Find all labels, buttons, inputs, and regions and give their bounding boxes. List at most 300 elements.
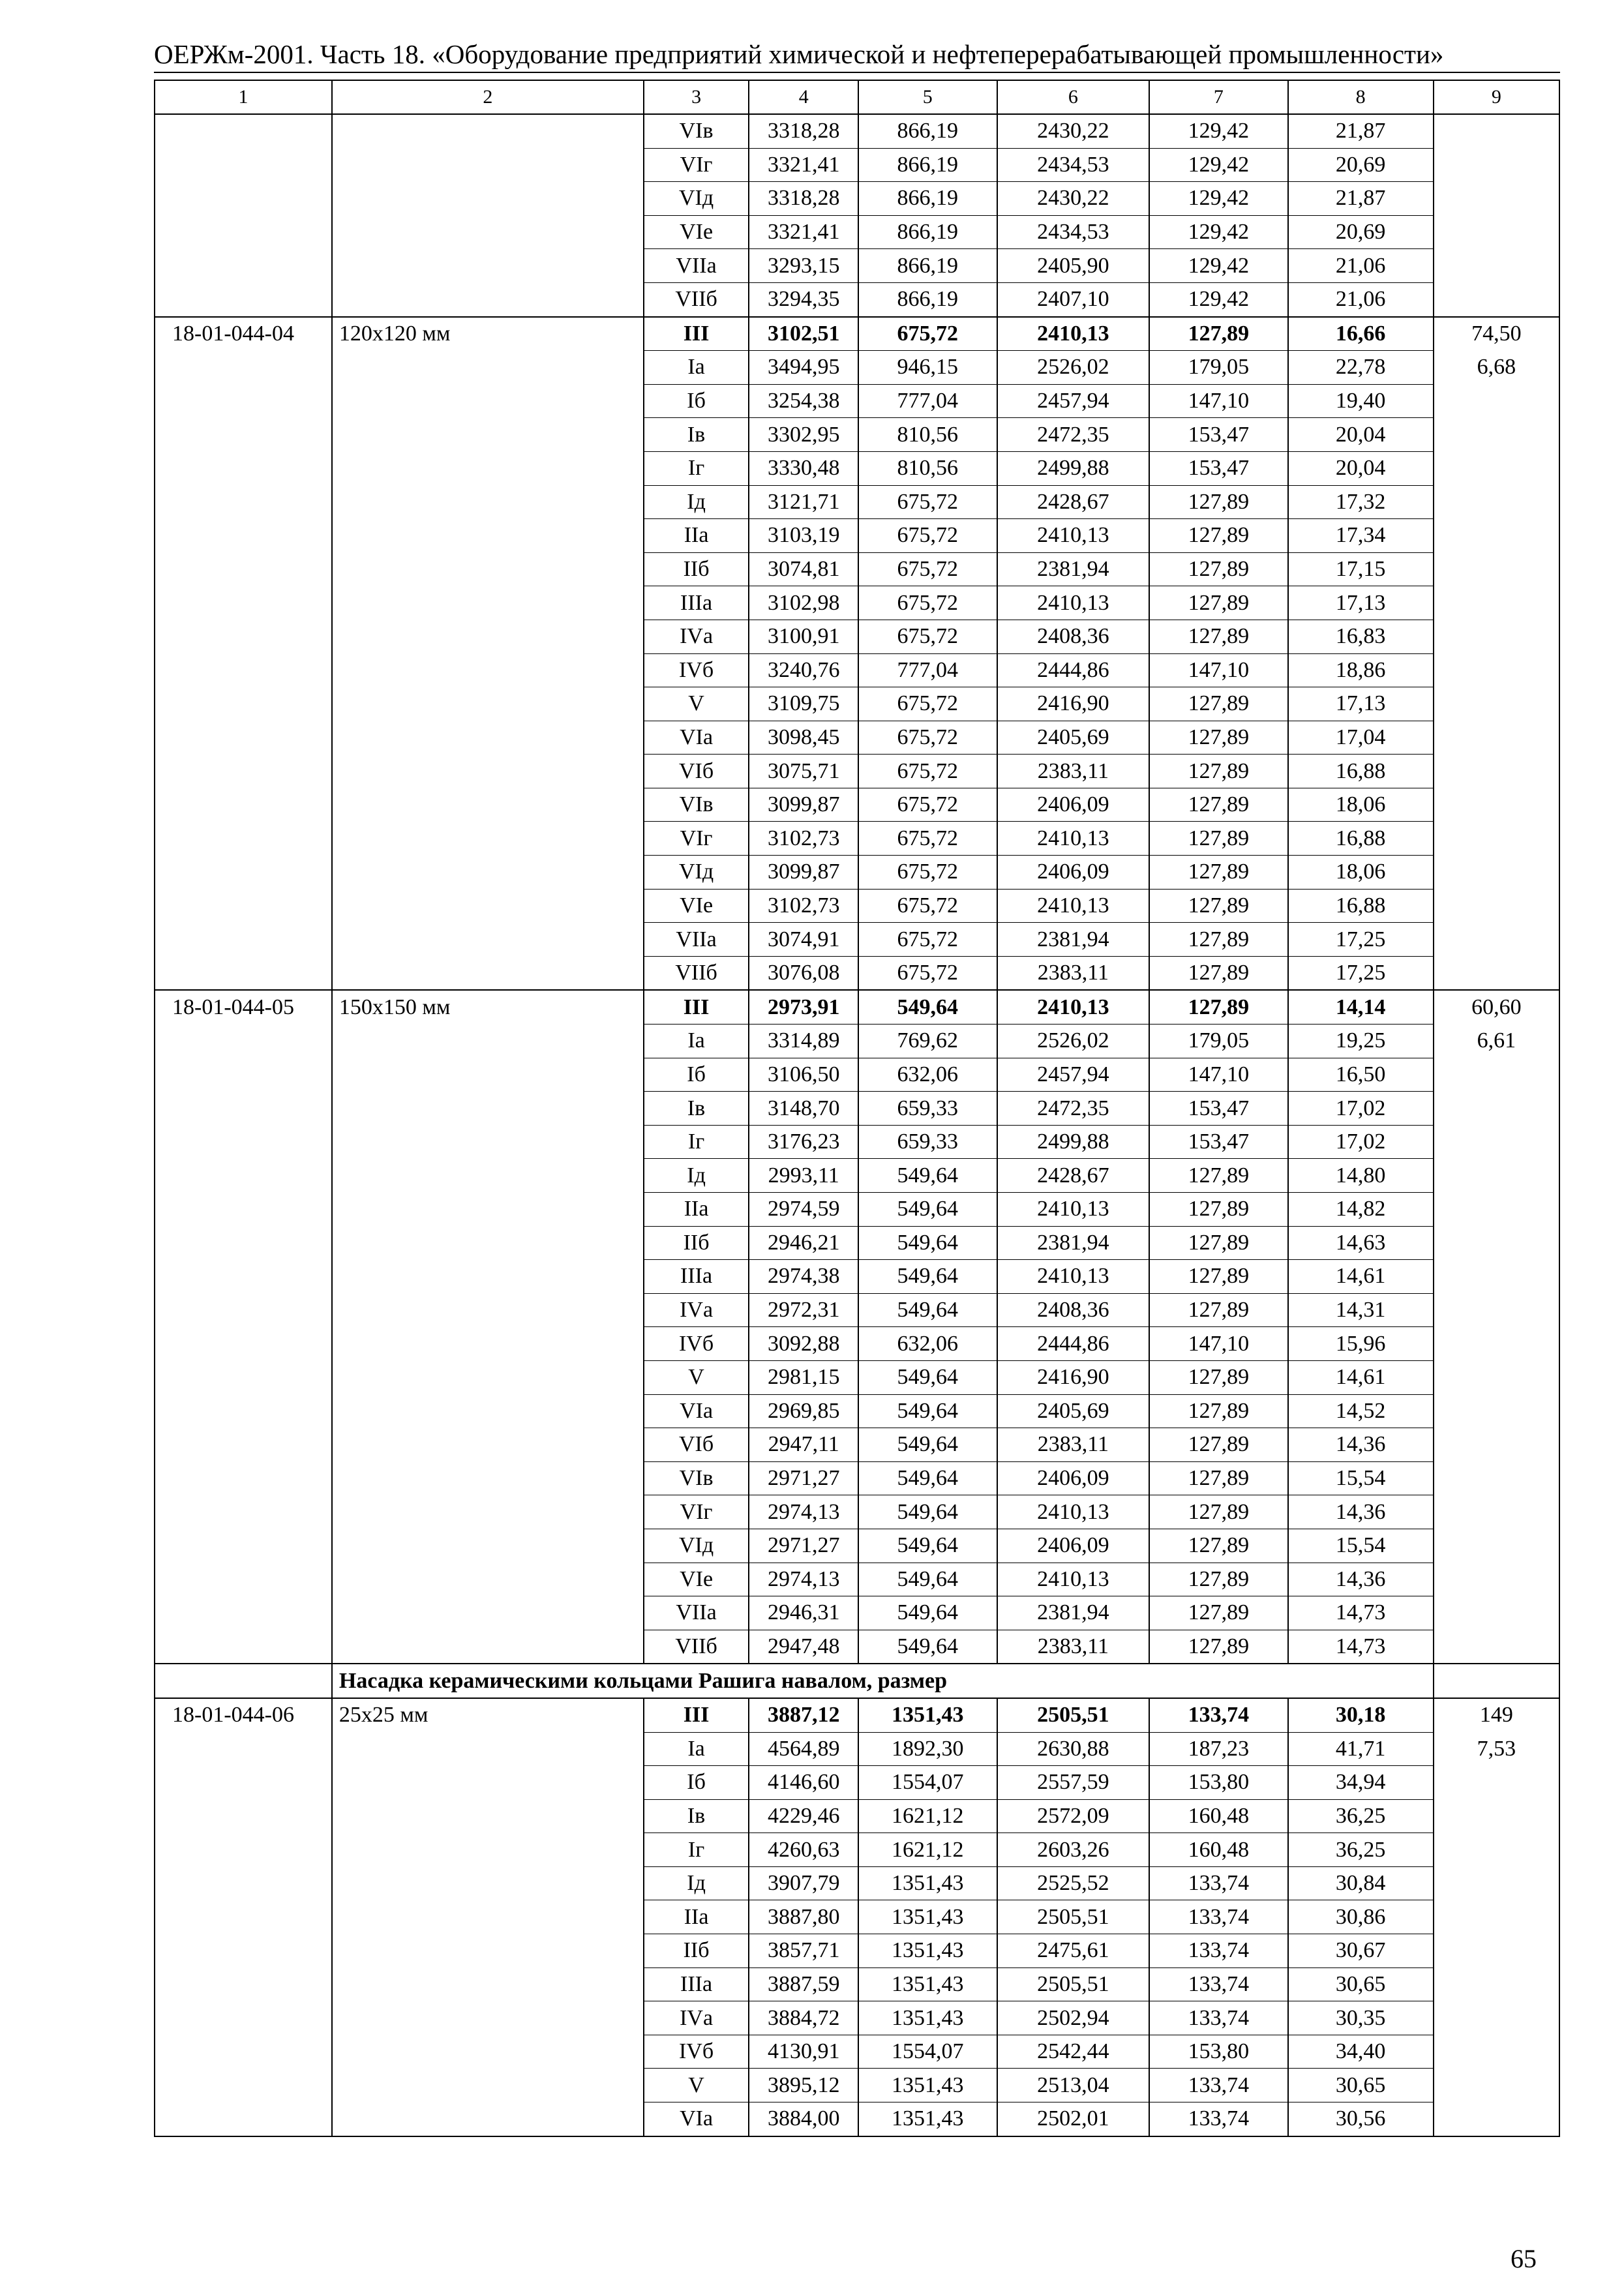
code-cell bbox=[155, 1394, 332, 1428]
value-cell: 127,89 bbox=[1149, 1428, 1287, 1462]
value-cell: 16,50 bbox=[1288, 1058, 1434, 1092]
size-cell bbox=[332, 1092, 644, 1126]
value-cell: 549,64 bbox=[858, 1226, 997, 1260]
size-cell bbox=[332, 485, 644, 519]
value-cell: 3076,08 bbox=[749, 956, 858, 990]
note-cell bbox=[1434, 956, 1559, 990]
section-title: Насадка керамическими кольцами Рашига навалом, размер bbox=[332, 1664, 1434, 1698]
value-cell: 3103,19 bbox=[749, 519, 858, 553]
size-cell bbox=[332, 1058, 644, 1092]
code-cell bbox=[155, 215, 332, 249]
value-cell: 127,89 bbox=[1149, 687, 1287, 721]
value-cell: 14,82 bbox=[1288, 1193, 1434, 1227]
table-row bbox=[155, 1293, 1559, 1327]
zone-cell: IVб bbox=[644, 653, 749, 687]
value-cell: 2969,85 bbox=[749, 1394, 858, 1428]
size-cell bbox=[332, 1428, 644, 1462]
value-cell: 2410,13 bbox=[997, 1563, 1150, 1596]
zone-cell: Iа bbox=[644, 1732, 749, 1766]
table-row bbox=[155, 1058, 1559, 1092]
value-cell: 133,74 bbox=[1149, 2069, 1287, 2102]
note-cell bbox=[1434, 418, 1559, 452]
value-cell: 14,36 bbox=[1288, 1563, 1434, 1596]
value-cell: 2406,09 bbox=[997, 788, 1150, 822]
note-cell: 74,50 bbox=[1434, 317, 1559, 351]
value-cell: 3100,91 bbox=[749, 620, 858, 653]
code-cell: 18-01-044-04 bbox=[155, 317, 332, 351]
value-cell: 675,72 bbox=[858, 687, 997, 721]
zone-cell: IIб bbox=[644, 1226, 749, 1260]
code-cell bbox=[155, 586, 332, 620]
note-cell bbox=[1434, 755, 1559, 788]
value-cell: 21,06 bbox=[1288, 249, 1434, 283]
value-cell: 127,89 bbox=[1149, 1293, 1287, 1327]
value-cell: 17,15 bbox=[1288, 552, 1434, 586]
table-row bbox=[155, 2035, 1559, 2069]
note-cell bbox=[1434, 856, 1559, 890]
value-cell: 2410,13 bbox=[997, 586, 1150, 620]
table-row bbox=[155, 1563, 1559, 1596]
value-cell: 127,89 bbox=[1149, 788, 1287, 822]
value-cell: 18,06 bbox=[1288, 788, 1434, 822]
zone-cell: IIIа bbox=[644, 586, 749, 620]
value-cell: 127,89 bbox=[1149, 956, 1287, 990]
value-cell: 2974,13 bbox=[749, 1495, 858, 1529]
code-cell bbox=[155, 687, 332, 721]
value-cell: 2406,09 bbox=[997, 856, 1150, 890]
value-cell: 1351,43 bbox=[858, 1900, 997, 1934]
value-cell: 2526,02 bbox=[997, 1025, 1150, 1058]
value-cell: 15,96 bbox=[1288, 1327, 1434, 1361]
value-cell: 2407,10 bbox=[997, 282, 1150, 316]
value-cell: 3240,76 bbox=[749, 653, 858, 687]
code-cell: 18-01-044-05 bbox=[155, 990, 332, 1024]
value-cell: 2499,88 bbox=[997, 1125, 1150, 1159]
zone-cell: Iб bbox=[644, 384, 749, 418]
value-cell: 153,47 bbox=[1149, 451, 1287, 485]
value-cell: 179,05 bbox=[1149, 1025, 1287, 1058]
size-cell bbox=[332, 215, 644, 249]
value-cell: 866,19 bbox=[858, 215, 997, 249]
value-cell: 19,40 bbox=[1288, 384, 1434, 418]
value-cell: 1351,43 bbox=[858, 1866, 997, 1900]
note-cell: 6,61 bbox=[1434, 1025, 1559, 1058]
value-cell: 2410,13 bbox=[997, 1495, 1150, 1529]
value-cell: 127,89 bbox=[1149, 485, 1287, 519]
code-cell bbox=[155, 889, 332, 923]
value-cell: 946,15 bbox=[858, 351, 997, 385]
value-cell: 2525,52 bbox=[997, 1866, 1150, 1900]
size-cell bbox=[332, 1125, 644, 1159]
value-cell: 2430,22 bbox=[997, 114, 1150, 148]
value-cell: 675,72 bbox=[858, 485, 997, 519]
table-row bbox=[155, 1428, 1559, 1462]
note-cell bbox=[1434, 114, 1559, 148]
size-cell bbox=[332, 923, 644, 957]
value-cell: 3099,87 bbox=[749, 856, 858, 890]
table-row bbox=[155, 620, 1559, 653]
value-cell: 2505,51 bbox=[997, 1698, 1150, 1732]
value-cell: 1351,43 bbox=[858, 2069, 997, 2102]
value-cell: 17,32 bbox=[1288, 485, 1434, 519]
note-cell bbox=[1434, 923, 1559, 957]
note-cell bbox=[1434, 721, 1559, 755]
note-cell bbox=[1434, 215, 1559, 249]
value-cell: 41,71 bbox=[1288, 1732, 1434, 1766]
code-cell bbox=[155, 788, 332, 822]
value-cell: 549,64 bbox=[858, 1563, 997, 1596]
value-cell: 4146,60 bbox=[749, 1766, 858, 1800]
zone-cell: VIб bbox=[644, 1428, 749, 1462]
code-cell bbox=[155, 755, 332, 788]
note-cell bbox=[1434, 182, 1559, 216]
value-cell: 2408,36 bbox=[997, 1293, 1150, 1327]
value-cell: 20,04 bbox=[1288, 418, 1434, 452]
value-cell: 2410,13 bbox=[997, 889, 1150, 923]
value-cell: 127,89 bbox=[1149, 317, 1287, 351]
size-cell bbox=[332, 1193, 644, 1227]
value-cell: 2974,13 bbox=[749, 1563, 858, 1596]
zone-cell: IVа bbox=[644, 620, 749, 653]
value-cell: 2526,02 bbox=[997, 351, 1150, 385]
table-row bbox=[155, 1833, 1559, 1867]
value-cell: 2513,04 bbox=[997, 2069, 1150, 2102]
value-cell: 129,42 bbox=[1149, 114, 1287, 148]
value-cell: 2410,13 bbox=[997, 519, 1150, 553]
value-cell: 127,89 bbox=[1149, 1563, 1287, 1596]
value-cell: 160,48 bbox=[1149, 1799, 1287, 1833]
value-cell: 18,86 bbox=[1288, 653, 1434, 687]
value-cell: 17,02 bbox=[1288, 1092, 1434, 1126]
size-cell bbox=[332, 2102, 644, 2136]
zone-cell: III bbox=[644, 990, 749, 1024]
code-cell bbox=[155, 1125, 332, 1159]
value-cell: 3887,80 bbox=[749, 1900, 858, 1934]
value-cell: 14,80 bbox=[1288, 1159, 1434, 1193]
column-number: 2 bbox=[332, 80, 644, 114]
size-cell bbox=[332, 1360, 644, 1394]
value-cell: 2946,31 bbox=[749, 1596, 858, 1630]
note-cell bbox=[1434, 2102, 1559, 2136]
size-cell bbox=[332, 182, 644, 216]
value-cell: 30,84 bbox=[1288, 1866, 1434, 1900]
table-row bbox=[155, 1967, 1559, 2001]
code-cell bbox=[155, 1360, 332, 1394]
value-cell: 2430,22 bbox=[997, 182, 1150, 216]
value-cell: 2428,67 bbox=[997, 1159, 1150, 1193]
value-cell: 2410,13 bbox=[997, 990, 1150, 1024]
value-cell: 3148,70 bbox=[749, 1092, 858, 1126]
value-cell: 14,73 bbox=[1288, 1630, 1434, 1664]
column-number: 7 bbox=[1149, 80, 1287, 114]
code-cell bbox=[155, 1596, 332, 1630]
code-cell bbox=[155, 1293, 332, 1327]
value-cell: 659,33 bbox=[858, 1092, 997, 1126]
note-cell bbox=[1434, 1529, 1559, 1563]
table-row bbox=[155, 1159, 1559, 1193]
value-cell: 127,89 bbox=[1149, 822, 1287, 856]
zone-cell: IIа bbox=[644, 1900, 749, 1934]
code-cell bbox=[155, 1833, 332, 1867]
value-cell: 3857,71 bbox=[749, 1934, 858, 1968]
value-cell: 153,47 bbox=[1149, 1125, 1287, 1159]
zone-cell: V bbox=[644, 1360, 749, 1394]
price-table bbox=[154, 80, 1560, 2137]
size-cell bbox=[332, 653, 644, 687]
value-cell: 777,04 bbox=[858, 653, 997, 687]
page-header: ОЕРЖм-2001. Часть 18. «Оборудование предприятий химической и нефтеперерабатывающей промышленности» bbox=[154, 38, 1560, 73]
value-cell: 675,72 bbox=[858, 620, 997, 653]
code-cell bbox=[155, 1934, 332, 1968]
size-cell bbox=[332, 1226, 644, 1260]
table-row bbox=[155, 1934, 1559, 1968]
note-cell bbox=[1434, 1226, 1559, 1260]
zone-cell: IIб bbox=[644, 552, 749, 586]
value-cell: 16,66 bbox=[1288, 317, 1434, 351]
value-cell: 2383,11 bbox=[997, 1428, 1150, 1462]
value-cell: 549,64 bbox=[858, 1461, 997, 1495]
zone-cell: III bbox=[644, 1698, 749, 1732]
value-cell: 17,13 bbox=[1288, 586, 1434, 620]
value-cell: 3884,72 bbox=[749, 2001, 858, 2035]
code-cell bbox=[155, 182, 332, 216]
code-cell bbox=[155, 1461, 332, 1495]
value-cell: 2444,86 bbox=[997, 1327, 1150, 1361]
table-row bbox=[155, 586, 1559, 620]
zone-cell: Iд bbox=[644, 1866, 749, 1900]
code-cell bbox=[155, 1630, 332, 1664]
zone-cell: VIIа bbox=[644, 249, 749, 283]
value-cell: 3314,89 bbox=[749, 1025, 858, 1058]
value-cell: 127,89 bbox=[1149, 1193, 1287, 1227]
value-cell: 1351,43 bbox=[858, 1967, 997, 2001]
zone-cell: VIв bbox=[644, 1461, 749, 1495]
value-cell: 30,56 bbox=[1288, 2102, 1434, 2136]
value-cell: 14,36 bbox=[1288, 1428, 1434, 1462]
zone-cell: Iв bbox=[644, 1092, 749, 1126]
value-cell: 675,72 bbox=[858, 721, 997, 755]
value-cell: 4260,63 bbox=[749, 1833, 858, 1867]
value-cell: 147,10 bbox=[1149, 1327, 1287, 1361]
value-cell: 2502,94 bbox=[997, 2001, 1150, 2035]
value-cell: 127,89 bbox=[1149, 1461, 1287, 1495]
size-cell bbox=[332, 687, 644, 721]
value-cell: 549,64 bbox=[858, 1630, 997, 1664]
value-cell: 14,63 bbox=[1288, 1226, 1434, 1260]
value-cell: 14,61 bbox=[1288, 1260, 1434, 1294]
table-row bbox=[155, 1799, 1559, 1833]
table-row bbox=[155, 1900, 1559, 1934]
table-row bbox=[155, 1226, 1559, 1260]
size-cell bbox=[332, 2035, 644, 2069]
code-cell bbox=[155, 620, 332, 653]
value-cell: 2947,48 bbox=[749, 1630, 858, 1664]
code-cell bbox=[155, 1092, 332, 1126]
value-cell: 127,89 bbox=[1149, 1529, 1287, 1563]
table-row bbox=[155, 889, 1559, 923]
zone-cell: VIIа bbox=[644, 923, 749, 957]
code-cell bbox=[155, 1900, 332, 1934]
value-cell: 2542,44 bbox=[997, 2035, 1150, 2069]
value-cell: 2974,59 bbox=[749, 1193, 858, 1227]
table-row bbox=[155, 990, 1559, 1024]
value-cell: 1351,43 bbox=[858, 2001, 997, 2035]
note-cell bbox=[1434, 1495, 1559, 1529]
size-cell bbox=[332, 1596, 644, 1630]
zone-cell: IIб bbox=[644, 1934, 749, 1968]
zone-cell: VIа bbox=[644, 1394, 749, 1428]
value-cell: 127,89 bbox=[1149, 721, 1287, 755]
note-cell bbox=[1434, 384, 1559, 418]
value-cell: 16,83 bbox=[1288, 620, 1434, 653]
size-cell bbox=[332, 1967, 644, 2001]
value-cell: 2971,27 bbox=[749, 1461, 858, 1495]
code-cell bbox=[155, 2001, 332, 2035]
value-cell: 2434,53 bbox=[997, 148, 1150, 182]
value-cell: 675,72 bbox=[858, 923, 997, 957]
value-cell: 36,25 bbox=[1288, 1799, 1434, 1833]
column-number: 9 bbox=[1434, 80, 1559, 114]
code-cell bbox=[155, 485, 332, 519]
value-cell: 2974,38 bbox=[749, 1260, 858, 1294]
value-cell: 30,86 bbox=[1288, 1900, 1434, 1934]
size-cell bbox=[332, 1159, 644, 1193]
value-cell: 127,89 bbox=[1149, 856, 1287, 890]
code-cell bbox=[155, 822, 332, 856]
table-row bbox=[155, 653, 1559, 687]
table-row bbox=[155, 215, 1559, 249]
value-cell: 549,64 bbox=[858, 1428, 997, 1462]
code-cell bbox=[155, 552, 332, 586]
zone-cell: VIв bbox=[644, 788, 749, 822]
zone-cell: Iд bbox=[644, 1159, 749, 1193]
code-cell bbox=[155, 1260, 332, 1294]
value-cell: 153,80 bbox=[1149, 1766, 1287, 1800]
size-cell bbox=[332, 1866, 644, 1900]
value-cell: 36,25 bbox=[1288, 1833, 1434, 1867]
value-cell: 2383,11 bbox=[997, 1630, 1150, 1664]
value-cell: 866,19 bbox=[858, 249, 997, 283]
size-cell bbox=[332, 1529, 644, 1563]
value-cell: 133,74 bbox=[1149, 2102, 1287, 2136]
value-cell: 147,10 bbox=[1149, 384, 1287, 418]
zone-cell: VIIб bbox=[644, 282, 749, 316]
value-cell: 133,74 bbox=[1149, 2001, 1287, 2035]
column-number: 3 bbox=[644, 80, 749, 114]
table-row bbox=[155, 2001, 1559, 2035]
value-cell: 549,64 bbox=[858, 1394, 997, 1428]
value-cell: 127,89 bbox=[1149, 889, 1287, 923]
section-blank-cell bbox=[155, 1664, 332, 1698]
code-cell bbox=[155, 519, 332, 553]
code-cell bbox=[155, 2102, 332, 2136]
note-cell bbox=[1434, 451, 1559, 485]
table-row bbox=[155, 1766, 1559, 1800]
value-cell: 129,42 bbox=[1149, 148, 1287, 182]
value-cell: 675,72 bbox=[858, 822, 997, 856]
value-cell: 810,56 bbox=[858, 418, 997, 452]
size-cell bbox=[332, 351, 644, 385]
value-cell: 3321,41 bbox=[749, 148, 858, 182]
value-cell: 2502,01 bbox=[997, 2102, 1150, 2136]
value-cell: 3302,95 bbox=[749, 418, 858, 452]
code-cell bbox=[155, 2069, 332, 2102]
value-cell: 4564,89 bbox=[749, 1732, 858, 1766]
value-cell: 3176,23 bbox=[749, 1125, 858, 1159]
value-cell: 3887,59 bbox=[749, 1967, 858, 2001]
code-cell bbox=[155, 1058, 332, 1092]
value-cell: 127,89 bbox=[1149, 620, 1287, 653]
value-cell: 15,54 bbox=[1288, 1529, 1434, 1563]
code-cell bbox=[155, 2035, 332, 2069]
value-cell: 127,89 bbox=[1149, 1159, 1287, 1193]
value-cell: 3254,38 bbox=[749, 384, 858, 418]
table-row bbox=[155, 1025, 1559, 1058]
value-cell: 2406,09 bbox=[997, 1529, 1150, 1563]
value-cell: 3330,48 bbox=[749, 451, 858, 485]
zone-cell: Iг bbox=[644, 1833, 749, 1867]
size-cell bbox=[332, 1461, 644, 1495]
value-cell: 2410,13 bbox=[997, 822, 1150, 856]
value-cell: 675,72 bbox=[858, 317, 997, 351]
zone-cell: VIг bbox=[644, 822, 749, 856]
value-cell: 2381,94 bbox=[997, 923, 1150, 957]
note-cell bbox=[1434, 2035, 1559, 2069]
value-cell: 3075,71 bbox=[749, 755, 858, 788]
value-cell: 14,36 bbox=[1288, 1495, 1434, 1529]
zone-cell: VIIб bbox=[644, 1630, 749, 1664]
value-cell: 675,72 bbox=[858, 755, 997, 788]
table-row bbox=[155, 1866, 1559, 1900]
size-cell bbox=[332, 1293, 644, 1327]
value-cell: 14,14 bbox=[1288, 990, 1434, 1024]
value-cell: 2993,11 bbox=[749, 1159, 858, 1193]
code-cell bbox=[155, 1428, 332, 1462]
value-cell: 18,06 bbox=[1288, 856, 1434, 890]
size-cell bbox=[332, 282, 644, 316]
value-cell: 1351,43 bbox=[858, 1698, 997, 1732]
value-cell: 2434,53 bbox=[997, 215, 1150, 249]
note-cell bbox=[1434, 1967, 1559, 2001]
size-cell bbox=[332, 856, 644, 890]
value-cell: 3321,41 bbox=[749, 215, 858, 249]
value-cell: 2630,88 bbox=[997, 1732, 1150, 1766]
value-cell: 153,47 bbox=[1149, 418, 1287, 452]
code-cell bbox=[155, 1193, 332, 1227]
size-cell bbox=[332, 586, 644, 620]
value-cell: 127,89 bbox=[1149, 1226, 1287, 1260]
code-cell bbox=[155, 1866, 332, 1900]
code-cell bbox=[155, 1495, 332, 1529]
value-cell: 127,89 bbox=[1149, 990, 1287, 1024]
note-cell bbox=[1434, 1596, 1559, 1630]
zone-cell: IIа bbox=[644, 1193, 749, 1227]
size-cell: 25х25 мм bbox=[332, 1698, 644, 1732]
note-cell bbox=[1434, 687, 1559, 721]
value-cell: 14,61 bbox=[1288, 1360, 1434, 1394]
value-cell: 3293,15 bbox=[749, 249, 858, 283]
code-cell bbox=[155, 1025, 332, 1058]
table-row bbox=[155, 1596, 1559, 1630]
table-row bbox=[155, 114, 1559, 148]
value-cell: 2472,35 bbox=[997, 1092, 1150, 1126]
value-cell: 20,69 bbox=[1288, 215, 1434, 249]
table-row bbox=[155, 519, 1559, 553]
table-row bbox=[155, 1461, 1559, 1495]
table-row bbox=[155, 1193, 1559, 1227]
value-cell: 549,64 bbox=[858, 1159, 997, 1193]
section-blank-cell bbox=[1434, 1664, 1559, 1698]
